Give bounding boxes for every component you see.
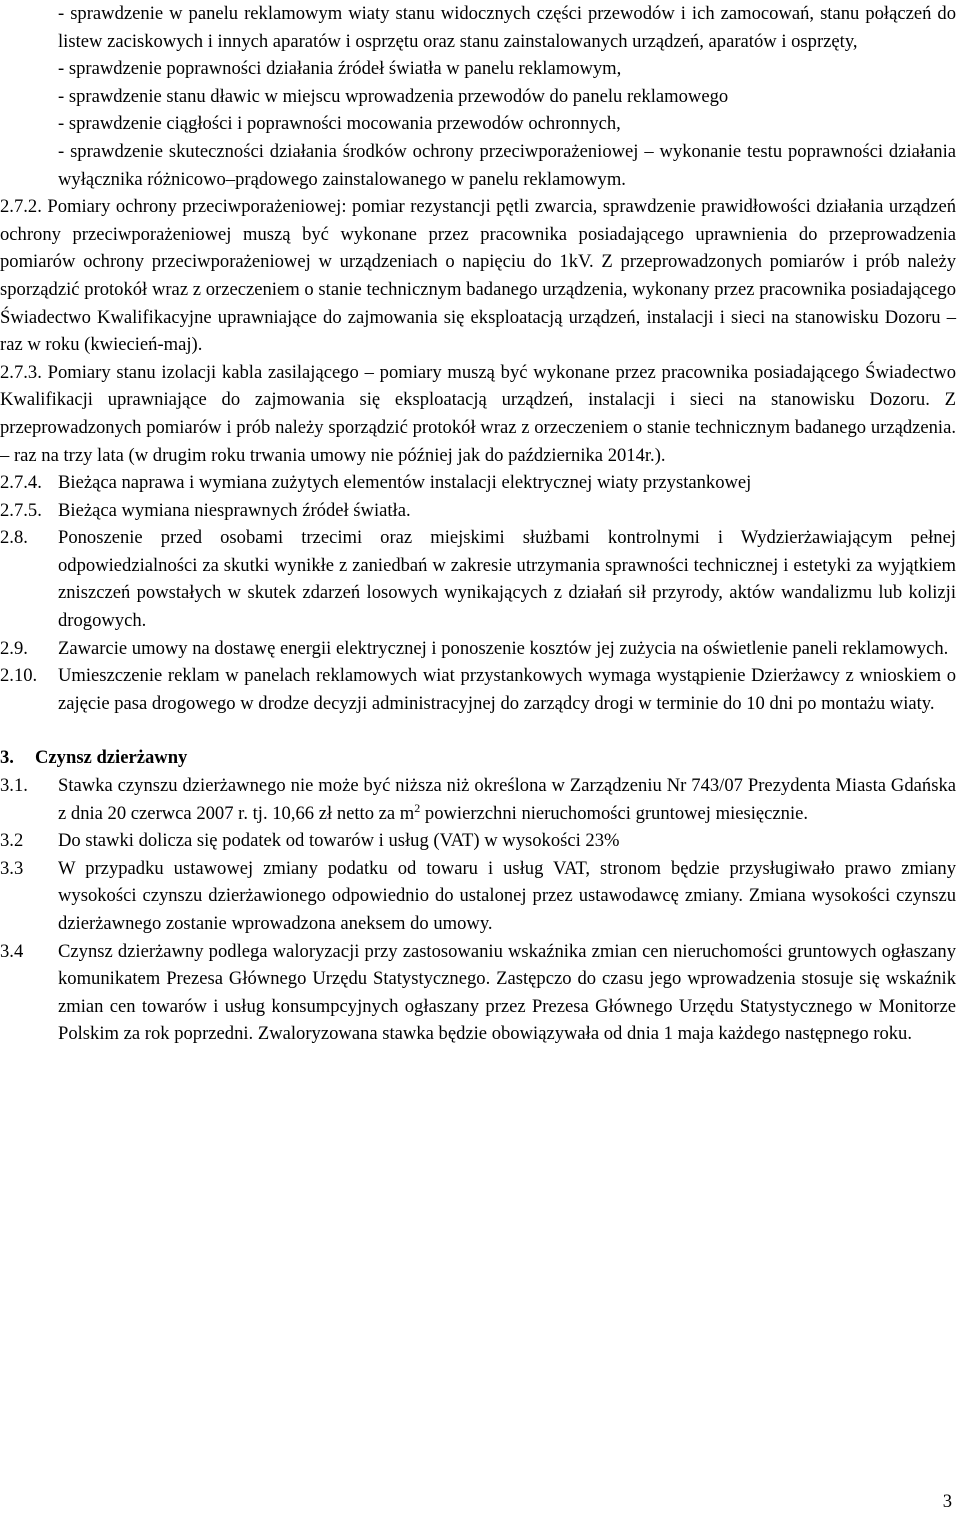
section-number: 2.10. [0,665,38,687]
section-text: Do stawki dolicza się podatek od towarów i usług (VAT) w wysokości 23% [58,830,620,852]
section-text-part: powierzchni nieruchomości gruntowej miesięcznie. [420,802,809,824]
section-number: 3.2 [0,830,24,852]
superscript: 2 [414,800,421,815]
section-2-7-4 [0,469,956,497]
section-2-7-3 [0,359,956,469]
section-text: Ponoszenie przed osobami trzecimi oraz miejskimi służbami kontrolnymi i Wydzierżawiającym pełnej odpowiedzialności za skutki wynikłe z zaniedbań w zakresie utrzymania sprawności technicznej i estetyki za wyjątkiem zniszczeń powstałych w skutek zdarzeń losowych wynikających z działań sił przyrody, aktów wandalizmu lub kolizji drogowych. [58,527,956,632]
heading-title: Czynsz dzierżawny [35,747,188,769]
section-number: 2.7.2. [0,196,42,218]
section-number: 2.7.4. [0,472,42,494]
section-3-4 [0,938,956,1048]
section-text: Umieszczenie reklam w panelach reklamowych wiat przystankowych wymaga wystąpienie Dzierżawcy z wnioskiem o zajęcie pasa drogowego w drodze decyzji administracyjnej do zarządcy drogi w terminie do 10 dni po montażu wiaty. [58,665,956,714]
section-2-9 [0,635,956,663]
section-2-8 [0,524,956,634]
section-3-heading [0,744,956,772]
section-text: Pomiary ochrony przeciwporażeniowej: pomiar rezystancji pętli zwarcia, sprawdzenie prawidłowości działania urządzeń ochrony przeciwporażeniowej muszą być wykonane przez pracownika posiadającego uprawnienia do przeprowadzenia pomiarów ochrony przeciwporażeniowej w urządzeniach o napięciu do 1kV. Z przeprowadzonych pomiarów i prób należy sporządzić protokół wraz z orzeczeniem o stanie technicznym badanego urządzenia, wykonany przez pracownika posiadającego Świadectwo Kwalifikacyjne uprawniające do zajmowania się eksploatacją urządzeń, instalacji i sieci na stanowisku Dozoru – raz w roku (kwiecień-maj). [0,196,956,356]
bullet-item: - sprawdzenie stanu dławic w miejscu wprowadzenia przewodów do panelu reklamowego [58,85,729,107]
section-2-7-2 [0,193,956,359]
section-number: 2.7.3. [0,361,42,383]
heading-number: 3. [0,747,14,769]
bullet-item: - sprawdzenie ciągłości i poprawności mocowania przewodów ochronnych, [58,113,621,135]
section-text [58,772,956,827]
inspection-bullet-list [58,0,956,193]
bullet-item: - sprawdzenie w panelu reklamowym wiaty stanu widocznych części przewodów i ich zamocowań, stanu połączeń do listew zaciskowych i innych aparatów i osprzętu oraz stanu zainstalowanych urządzeń, aparatów i osprzęty, [58,3,956,52]
section-number: 2.8. [0,527,28,549]
section-number: 2.9. [0,637,28,659]
section-text: Czynsz dzierżawny podlega waloryzacji przy zastosowaniu wskaźnika zmian cen nieruchomości gruntowych ogłaszany komunikatem Prezesa Głównego Urzędu Statystycznego. Zastępczo do czasu jego wprowadzenia stosuje się wskaźnik zmian cen towarów i usług konsumpcyjnych ogłaszany przez Prezesa Głównego Urzędu Statystycznego w Monitorze Polskim za rok poprzedni. Zwaloryzowana stawka będzie obowiązywała od dnia 1 maja każdego następnego roku. [58,940,956,1045]
spacer [58,717,956,744]
section-text: Pomiary stanu izolacji kabla zasilającego – pomiary muszą być wykonane przez pracownika posiadającego Świadectwo Kwalifikacji uprawniające do zajmowania się eksploatacją urządzeń, instalacji i sieci na stanowisku Dozoru. Z przeprowadzonych pomiarów i prób należy sporządzić protokół wraz z orzeczeniem o stanie technicznym badanego urządzenia. – raz na trzy lata (w drugim roku trwania umowy nie później jak do października 2014r.). [0,361,956,466]
section-3-3 [0,855,956,938]
section-text: W przypadku ustawowej zmiany podatku od towaru i usług VAT, stronom będzie przysługiwało prawo zmiany wysokości czynszu dzierżawionego odpowiednio do ustalonej przez ustawodawcę zmiany. Zmiana wysokości czynszu dzierżawnego zostanie wprowadzona aneksem do umowy. [58,857,956,934]
section-2-10 [0,662,956,717]
section-3-1 [0,772,956,827]
page-number: 3 [942,1491,952,1512]
section-number: 3.3 [0,857,24,879]
section-number: 3.1. [0,775,28,797]
section-text-part: Stawka czynszu dzierżawnego nie może być niższa niż określona w Zarządzeniu Nr 743/07 Prezydenta Miasta Gdańska z dnia 20 czerwca 2007 r. tj. 10,66 zł netto za m [58,775,956,824]
section-text: Zawarcie umowy na dostawę energii elektrycznej i ponoszenie kosztów jej zużycia na oświetlenie paneli reklamowych. [58,637,949,659]
section-text: Bieżąca naprawa i wymiana zużytych elementów instalacji elektrycznej wiaty przystankowej [58,472,752,494]
section-number: 3.4 [0,940,24,962]
section-3-2 [0,827,956,855]
section-text: Bieżąca wymiana niesprawnych źródeł światła. [58,499,411,521]
bullet-item: - sprawdzenie skuteczności działania środków ochrony przeciwporażeniowej – wykonanie testu poprawności działania wyłącznika różnicowo–prądowego zainstalowanego w panelu reklamowym. [58,140,956,190]
bullet-item: - sprawdzenie poprawności działania źródeł światła w panelu reklamowym, [58,58,622,80]
section-number: 2.7.5. [0,499,42,521]
section-2-7-5 [0,497,956,525]
